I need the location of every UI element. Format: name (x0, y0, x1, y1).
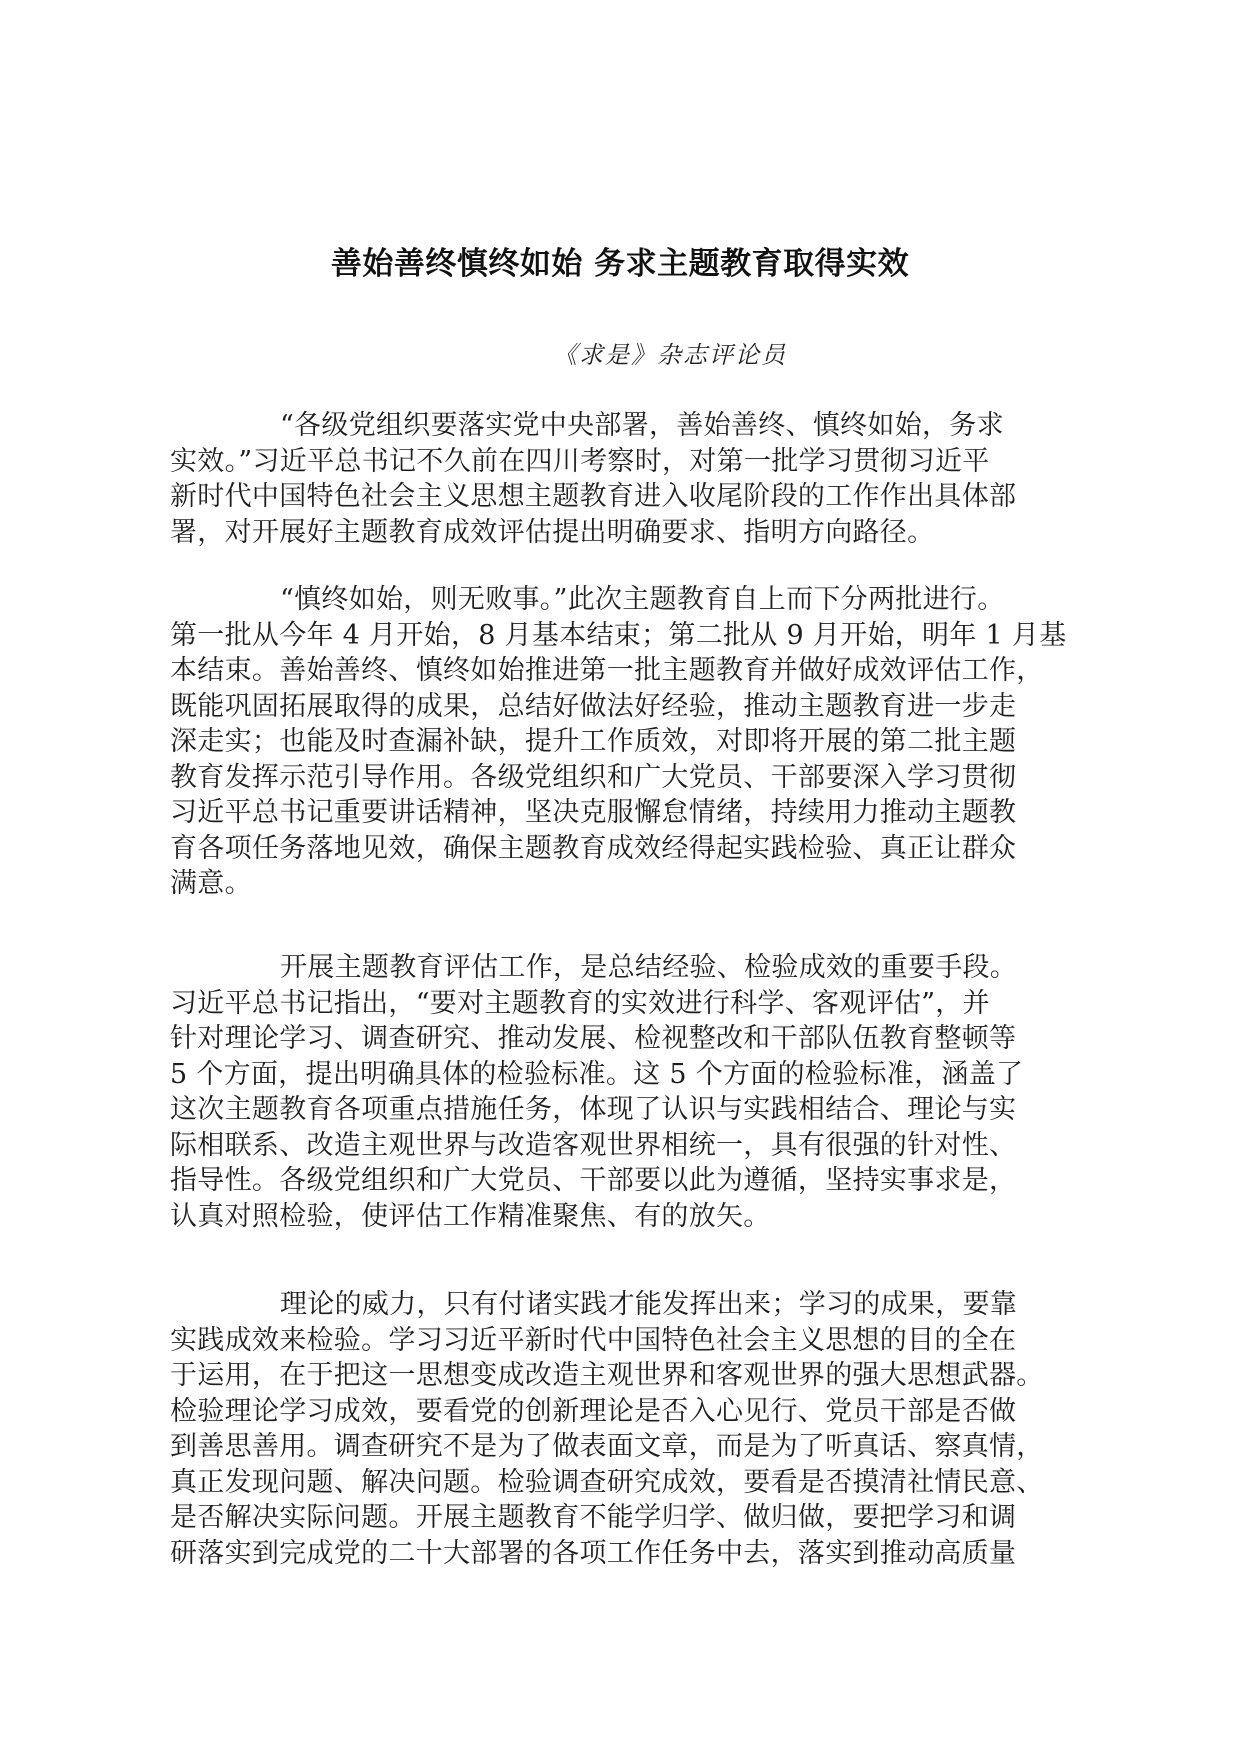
paragraph-line: 是否解决实际问题。开展主题教育不能学归学、做归做，要把学习和调 (170, 1502, 1017, 1533)
paragraph-line: 深走实；也能及时查漏补缺，提升工作质效，对即将开展的第二批主题 (170, 726, 1017, 757)
paragraph-line: 真正发现问题、解决问题。检验调查研究成效，要看是否摸清社情民意、 (170, 1466, 1044, 1498)
paragraph-line: 新时代中国特色社会主义思想主题教育进入收尾阶段的工作作出具体部 (170, 481, 1017, 512)
article-byline: 《求是》杂志评论员 (553, 341, 787, 369)
paragraph-line: 习近平总书记指出，“要对主题教育的实效进行科学、客观评估”，并 (170, 987, 990, 1019)
paragraph-line: 5 个方面，提出明确具体的检验标准。这 5 个方面的检验标准，涵盖了 (170, 1058, 1024, 1090)
paragraph-line: 教育发挥示范引导作用。各级党组织和广大党员、干部要深入学习贯彻 (170, 761, 1017, 793)
paragraph-line: 习近平总书记重要讲话精神，坚决克服懈怠情绪，持续用力推动主题教 (170, 797, 1017, 828)
paragraph-1 (170, 408, 1066, 550)
paragraph-3 (170, 950, 1066, 1234)
paragraph-4 (170, 1287, 1066, 1571)
paragraph-line: 开展主题教育评估工作，是总结经验、检验成效的重要手段。 (280, 952, 1018, 983)
paragraph-line: 既能巩固拓展取得的成果，总结好做法好经验，推动主题教育进一步走 (170, 690, 1017, 722)
paragraph-line: 指导性。各级党组织和广大党员、干部要以此为遵循，坚持实事求是， (170, 1165, 1017, 1196)
paragraph-line: 满意。 (170, 868, 252, 899)
paragraph-line: 到善思善用。调查研究不是为了做表面文章，而是为了听真话、察真情， (170, 1431, 1044, 1462)
paragraph-line: 理论的威力，只有付诸实践才能发挥出来；学习的成果，要靠 (280, 1289, 1018, 1320)
paragraph-line: 于运用，在于把这一思想变成改造主观世界和客观世界的强大思想武器。 (170, 1360, 1044, 1391)
paragraph-line: 本结束。善始善终、慎终如始推进第一批主题教育并做好成效评估工作， (170, 655, 1044, 686)
paragraph-line: 育各项任务落地见效，确保主题教育成效经得起实践检验、真正让群众 (170, 832, 1017, 864)
paragraph-2 (170, 582, 1066, 902)
paragraph-line: 实践成效来检验。学习习近平新时代中国特色社会主义思想的目的全在 (170, 1324, 1017, 1356)
paragraph-line: 检验理论学习成效，要看党的创新理论是否入心见行、党员干部是否做 (170, 1395, 1017, 1427)
article-title: 善始善终慎终如始 务求主题教育取得实效 (330, 246, 910, 282)
paragraph-line: 实效。”习近平总书记不久前在四川考察时，对第一批学习贯彻习近平 (170, 445, 990, 477)
paragraph-line: 认真对照检验，使评估工作精准聚焦、有的放矢。 (170, 1200, 771, 1232)
paragraph-line: 际相联系、改造主观世界与改造客观世界相统一，具有很强的针对性、 (170, 1129, 1017, 1161)
paragraph-line: 署，对开展好主题教育成效评估提出明确要求、指明方向路径。 (170, 516, 935, 548)
paragraph-line: 第一批从今年 4 月开始，8 月基本结束；第二批从 9 月开始，明年 1 月基 (170, 619, 1067, 651)
paragraph-line: “各级党组织要落实党中央部署，善始善终、慎终如始，务求 (280, 410, 1004, 441)
paragraph-line: 针对理论学习、调查研究、推动发展、检视整改和干部队伍教育整顿等 (170, 1023, 1017, 1054)
paragraph-line: “慎终如始，则无败事。”此次主题教育自上而下分两批进行。 (280, 584, 1005, 615)
paragraph-line: 研落实到完成党的二十大部署的各项工作任务中去，落实到推动高质量 (170, 1537, 1017, 1569)
paragraph-line: 这次主题教育各项重点措施任务，体现了认识与实践相结合、理论与实 (170, 1094, 1017, 1125)
